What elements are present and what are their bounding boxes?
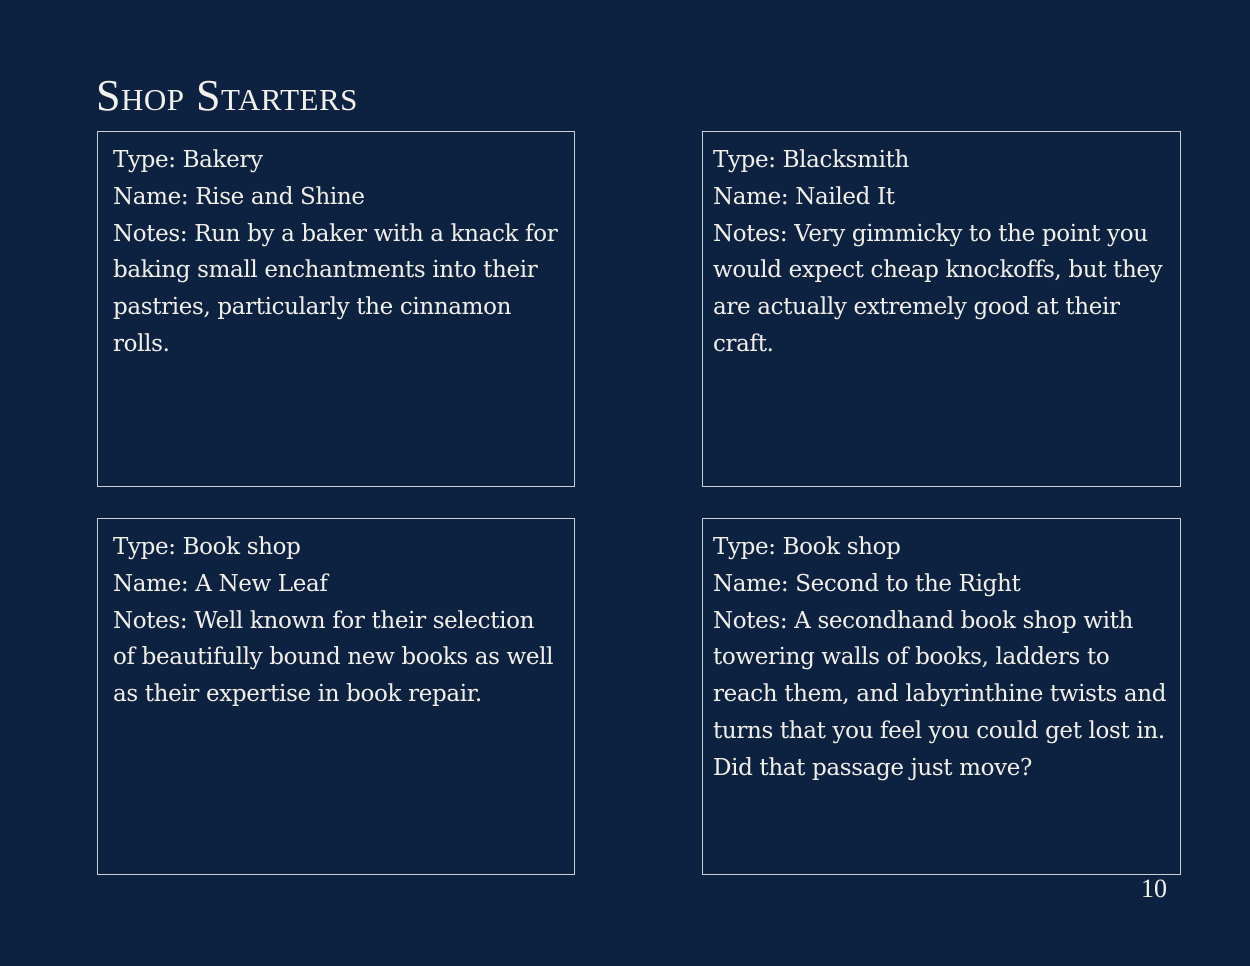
shop-card-blacksmith: [702, 131, 1181, 487]
shop-name: Name: A New Leaf: [113, 570, 328, 597]
shop-type: Type: Book shop: [713, 534, 901, 560]
page-number: 10: [1141, 874, 1167, 903]
shop-type: Type: Book shop: [113, 534, 301, 560]
shop-notes: Notes: A secondhand book shop with towering walls of books, ladders to reach them, and labyrinthine twists and turns that you feel you could get lost in. Did that passage just move?: [713, 607, 1167, 781]
shop-card-bakery: [97, 131, 575, 487]
shop-type: Type: Blacksmith: [713, 147, 909, 173]
shop-name: Name: Nailed It: [713, 183, 895, 210]
shop-name: Name: Rise and Shine: [113, 183, 365, 210]
shop-card-new-leaf: [97, 518, 575, 875]
page-title: Shop Starters: [96, 71, 358, 120]
shop-name: Name: Second to the Right: [713, 570, 1021, 597]
shop-card-second-to-the-right: [702, 518, 1181, 875]
shop-notes: Notes: Well known for their selection of beautifully bound new books as well as their expertise in book repair.: [113, 607, 554, 708]
shop-type: Type: Bakery: [113, 147, 263, 173]
shop-notes: Notes: Very gimmicky to the point you would expect cheap knockoffs, but they are actually extremely good at their craft.: [713, 220, 1163, 357]
shop-notes: Notes: Run by a baker with a knack for baking small enchantments into their pastries, particularly the cinnamon rolls.: [113, 220, 558, 357]
